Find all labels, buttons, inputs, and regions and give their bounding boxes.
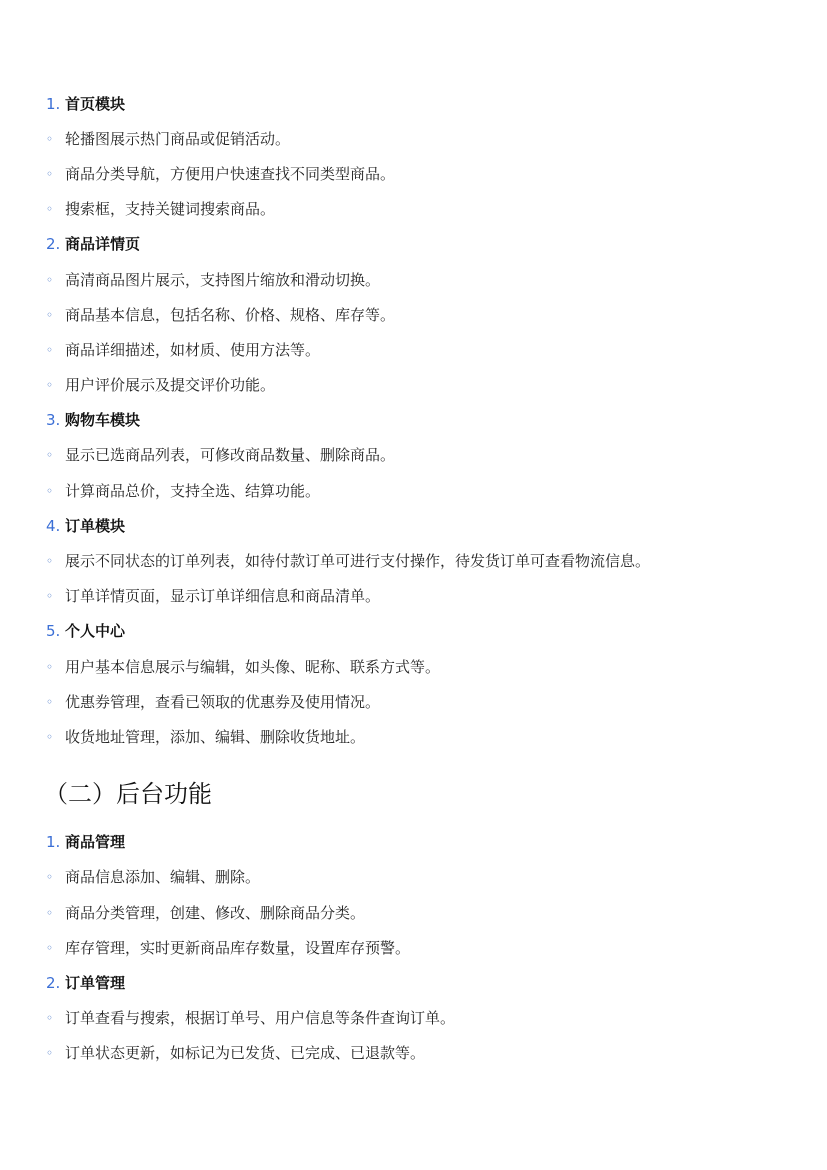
bullet-icon: ◦ [46, 940, 54, 955]
module-number: 1. [46, 833, 61, 852]
section-heading: （二）后台功能 [44, 779, 212, 808]
frontend-module-list [46, 86, 787, 755]
list-item-text: 收货地址管理，添加、编辑、删除收货地址。 [65, 727, 366, 746]
list-item-text: 搜索框，支持关键词搜索商品。 [65, 200, 276, 219]
list-item [46, 332, 787, 367]
bullet-icon: ◦ [46, 870, 54, 885]
list-item-text: 商品分类导航，方便用户快速查找不同类型商品。 [65, 164, 396, 183]
list-item-text: 商品基本信息，包括名称、价格、规格、库存等。 [65, 305, 396, 324]
module-title: 商品管理 [65, 833, 126, 852]
module-title: 订单管理 [65, 973, 126, 992]
module-heading [46, 86, 787, 121]
bullet-icon: ◦ [46, 342, 54, 357]
bullet-icon: ◦ [46, 448, 54, 463]
bullet-icon: ◦ [46, 729, 54, 744]
list-item-text: 订单状态更新，如标记为已发货、已完成、已退款等。 [65, 1044, 426, 1063]
module-number: 5. [46, 622, 61, 641]
bullet-icon: ◦ [46, 589, 54, 604]
backend-module-list [46, 825, 787, 1071]
module-heading [46, 825, 787, 860]
bullet-icon: ◦ [46, 694, 54, 709]
module-title: 购物车模块 [65, 411, 141, 430]
module-number: 2. [46, 235, 61, 254]
bullet-icon: ◦ [46, 905, 54, 920]
module-heading [46, 965, 787, 1000]
list-item [46, 1001, 787, 1036]
list-item [46, 860, 787, 895]
module-heading [46, 227, 787, 262]
list-item [46, 262, 787, 297]
list-item-text: 订单查看与搜索，根据订单号、用户信息等条件查询订单。 [65, 1009, 456, 1028]
bullet-icon: ◦ [46, 1011, 54, 1026]
module-number: 4. [46, 516, 61, 535]
bullet-icon: ◦ [46, 272, 54, 287]
list-item [46, 1036, 787, 1071]
list-item [46, 719, 787, 754]
module-title: 个人中心 [65, 622, 126, 641]
list-item [46, 297, 787, 332]
module-heading [46, 614, 787, 649]
list-item-text: 商品分类管理，创建、修改、删除商品分类。 [65, 903, 366, 922]
list-item [46, 156, 787, 191]
list-item-text: 商品信息添加、编辑、删除。 [65, 868, 261, 887]
bullet-icon: ◦ [46, 131, 54, 146]
list-item-text: 订单详情页面，显示订单详细信息和商品清单。 [65, 587, 381, 606]
list-item-text: 高清商品图片展示，支持图片缩放和滑动切换。 [65, 270, 381, 289]
list-item-text: 用户评价展示及提交评价功能。 [65, 376, 276, 395]
module-number: 2. [46, 973, 61, 992]
list-item [46, 121, 787, 156]
bullet-icon: ◦ [46, 1046, 54, 1061]
list-item [46, 579, 787, 614]
module-title: 商品详情页 [65, 235, 141, 254]
bullet-icon: ◦ [46, 307, 54, 322]
list-item-text: 展示不同状态的订单列表，如待付款订单可进行支付操作，待发货订单可查看物流信息。 [65, 552, 651, 571]
list-item-text: 库存管理，实时更新商品库存数量，设置库存预警。 [65, 938, 411, 957]
list-item-text: 商品详细描述，如材质、使用方法等。 [65, 340, 321, 359]
list-item-text: 用户基本信息展示与编辑，如头像、昵称、联系方式等。 [65, 657, 441, 676]
list-item [46, 930, 787, 965]
module-heading [46, 508, 787, 543]
list-item [46, 895, 787, 930]
module-title: 订单模块 [65, 516, 126, 535]
bullet-icon: ◦ [46, 202, 54, 217]
list-item [46, 543, 787, 578]
list-item [46, 192, 787, 227]
list-item-text: 轮播图展示热门商品或促销活动。 [65, 129, 291, 148]
bullet-icon: ◦ [46, 166, 54, 181]
list-item [46, 368, 787, 403]
list-item [46, 473, 787, 508]
bullet-icon: ◦ [46, 378, 54, 393]
module-number: 3. [46, 411, 61, 430]
bullet-icon: ◦ [46, 483, 54, 498]
list-item [46, 649, 787, 684]
module-number: 1. [46, 94, 61, 113]
module-heading [46, 403, 787, 438]
list-item [46, 438, 787, 473]
list-item-text: 计算商品总价，支持全选、结算功能。 [65, 481, 321, 500]
module-title: 首页模块 [65, 94, 126, 113]
list-item-text: 显示已选商品列表，可修改商品数量、删除商品。 [65, 446, 396, 465]
list-item [46, 684, 787, 719]
list-item-text: 优惠券管理，查看已领取的优惠券及使用情况。 [65, 692, 381, 711]
bullet-icon: ◦ [46, 554, 54, 569]
bullet-icon: ◦ [46, 659, 54, 674]
